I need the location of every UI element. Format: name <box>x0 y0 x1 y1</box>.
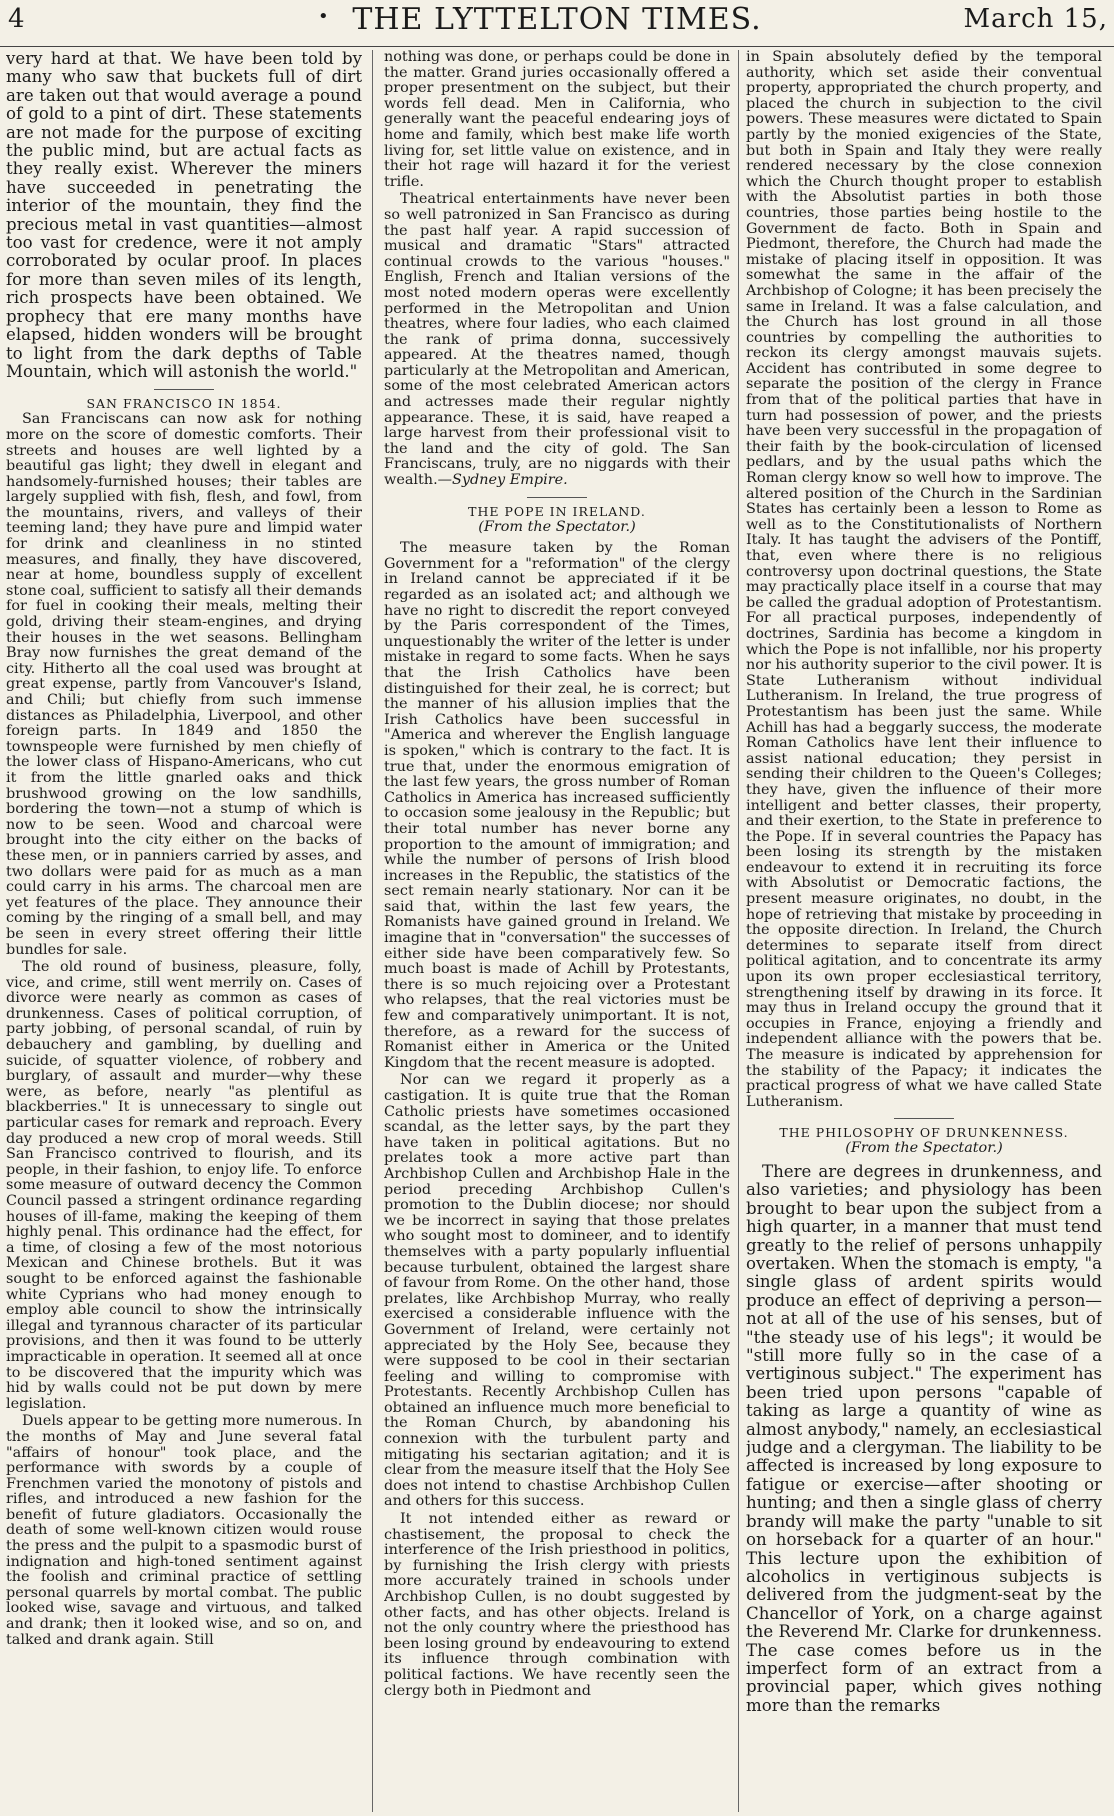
column-3 <box>746 50 1102 1812</box>
article-source: (From the Spectator.) <box>478 518 636 535</box>
newspaper-title: THE LYTTELTON TIMES. <box>352 2 762 37</box>
page-number: 4 <box>8 4 25 34</box>
article-heading-philosophy-of-drunkenness: THE PHILOSOPHY OF DRUNKENNESS. <box>779 1125 1069 1141</box>
article-heading-pope-in-ireland: THE POPE IN IRELAND. <box>468 503 646 519</box>
issue-date: March 15, <box>963 4 1108 34</box>
section-rule <box>527 497 587 498</box>
column-divider <box>738 50 739 1812</box>
article-paragraph: San Franciscans can now ask for nothing more on the score of domestic comforts. Their streets and houses are well lighted by a beautiful gas light; they dwell in elegant and handsomely-furnished houses; their tables are largely supplied with fish, flesh, and fowl, from the mountains, rivers, and valleys of their teeming land; they have pure and limpid water for drink and cleanliness in no stinted measures, and finally, they have discovered, near at home, boundless supply of excellent stone coal, sufficient to satisfy all their demands for fuel in cooking their meals, melting their gold, driving their steam-engines, and drying their houses in the wet seasons. Bellingham Bray now furnishes the great demand of the city. Hitherto all the coal used was brought at great expense, partly from Vancouver's Island, and Chili; but chiefly from such immense distances as Philadelphia, Liverpool, and other foreign parts. In 1849 and 1850 the townspeople were furnished by men chiefly of the lower class of Hispano-Americans, who cut it from the little gnarled oaks and thick brushwood growing on the low sandhills, bordering the town—not a stump of which is now to be seen. Wood and charcoal were brought into the city either on the backs of these men, or in panniers carried by asses, and two dollars were paid for as much as a man could carry in his arms. The charcoal men are yet features of the place. They announce their coming by the ringing of a small bell, and may be seen in every street offering their little bundles for sale. <box>6 411 362 958</box>
theatre-paragraph-text: Theatrical entertainments have never been so well patronized in San Francisco as during the past half year. A rapid succession of musical and dramatic "Stars" attracted continual crowds to the various "houses." English, French and Italian versions of the most noted modern operas were excellently performed in the Metropolitan and Union theatres, where four ladies, who each claimed the rank of prima donna, successively appeared. At the theatres named, though particularly at the Metropolitan and American, some of the most celebrated American actors and actresses made their regular nightly appearance. These, it is said, have reaped a large harvest from their professional visit to the land and the city of gold. The San Franciscans, truly, are no niggards with their wealth. <box>384 191 730 489</box>
article-paragraph: The measure taken by the Roman Government for a "reformation" of the clergy in Ireland cannot be appreciated if it be regarded as an isolated act; and although we have no right to discredit the report conveyed by the Paris correspondent of the Times, unquestionably the writer of the letter is under mistake in regard to some facts. When he says that the Irish Catholics have been distinguished for their zeal, he is correct; but the manner of his allusion implies that the Irish Catholics have been successful in "America and wherever the English language is spoken," which is contrary to the fact. It is true that, under the enormous emigration of the last few years, the gross number of Roman Catholics in America has increased sufficiently to occasion some jealousy in the Republic; but their total number has never borne any proportion to the amount of immigration; and while the number of persons of Irish blood increases in the Republic, the statistics of the sect remain nearly stationary. Nor can it be said that, within the last few years, the Romanists have gained ground in Ireland. We imagine that in "conversation" the successes of either side have been comparatively few. So much boast is made of Achill by Protestants, there is so much rejoicing over a Protestant who relapses, that the real victories must be few and comparatively unimportant. It is not, therefore, as a reward for the success of Romanist either in America or the United Kingdom that the recent measure is adopted. <box>384 540 730 1071</box>
article-paragraph: Nor can we regard it properly as a castigation. It is quite true that the Roman Catholic priests have sometimes occasioned scandal, as the letter says, by the part they have taken in political agitations. But no prelates took a more active part than Archbishop Cullen and Archbishop Hale in the period preceding Archbishop Cullen's promotion to the Dublin diocese; nor should we be incorrect in saying that those prelates who sought most to domineer, and to identify themselves with a party popularly influential because turbulent, obtained the largest share of favour from Rome. On the other hand, those prelates, like Archbishop Murray, who really exercised a considerable influence with the Government of Ireland, were certainly not appreciated by the Holy See, because they were supposed to be cool in their sectarian feeling and willing to compromise with Protestants. Recently Archbishop Cullen has obtained an influence much more beneficial to the Roman Church, by abandoning his connexion with the turbulent party and mitigating his sectarian agitation; and it is clear from the measure itself that the Holy See does not intend to chastise Archbishop Cullen and others for this success. <box>384 1072 730 1510</box>
masthead-ornament: • <box>318 6 329 27</box>
column-2 <box>384 50 730 1812</box>
column-divider <box>372 50 373 1812</box>
article-paragraph: It not intended either as reward or chastisement, the proposal to check the interference of the Irish priesthood in politics, by furnishing the Irish clergy with priests more accurately trained in schools under Archbishop Cullen, is no doubt suggested by other facts, and has other objects. Ireland is not the only country where the priesthood has been losing ground by endeavouring to extend its influence through combination with political factions. We have recently seen the clergy both in Piedmont and <box>384 1511 730 1699</box>
article-signature: —Sydney Empire. <box>437 472 568 489</box>
article-paragraph: Duels appear to be getting more numerous. In the months of May and June several fatal "affairs of honour" took place, and the performance with swords by a couple of Frenchmen varied the monotony of pistols and rifles, and introduced a new fashion for the benefit of future gladiators. Occasionally the death of some well-known citizen would rouse the press and the pulpit to a spasmodic burst of indignation and high-toned sentiment against the foolish and criminal practice of settling personal quarrels by mortal combat. The public looked wise, savage and virtuous, and talked and drank; then it looked wise, and so on, and talked and drank again. Still <box>6 1413 362 1648</box>
section-rule <box>894 1118 954 1119</box>
columns <box>4 50 1110 1812</box>
article-continuation: very hard at that. We have been told by many who saw that buckets full of dirt are taken out that would average a pound of gold to a pint of dirt. These statements are not made for the purpose of exciting the public mind, but are actual facts as they really exist. Wherever the miners have succeeded in penetrating the interior of the mountain, they find the precious metal in vast quantities—almost too vast for credence, were it not amply corroborated by ocular proof. In places for more than seven miles of its length, rich prospects have been obtained. We prophecy that ere many months have elapsed, hidden wonders will be brought to light from the dark depths of Table Mountain, which will astonish the world." <box>6 50 362 381</box>
article-source: (From the Spectator.) <box>845 1140 1003 1157</box>
article-paragraph: There are degrees in drunkenness, and also varieties; and physiology has been brought to bear upon the subject from a high quarter, in a manner that must tend greatly to the relief of persons unhappily overtaken. When the stomach is empty, "a single glass of ardent spirits would produce an effect of depriving a person—not at all of the use of his senses, but of "the steady use of his legs"; it would be "still more fully so in the case of a vertiginous subject." The experiment has been tried upon persons "capable of taking as large a quantity of wine as almost anybody," namely, an ecclesiastical judge and a clergyman. The liability to be affected is increased by long exposure to fatigue or exercise—after shooting or hunting; and then a single glass of cherry brandy will make the party "unable to sit on horseback for a quarter of an hour." This lecture upon the exhibition of alcoholics in vertiginous subjects is delivered from the judgment-seat by the Chancellor of York, on a charge against the Reverend Mr. Clarke for drunkenness. The case comes before us in the imperfect form of an extract from a provincial paper, which gives nothing more than the remarks <box>746 1161 1102 1715</box>
masthead <box>0 0 1114 47</box>
article-paragraph <box>384 192 730 488</box>
section-rule <box>154 389 214 390</box>
article-paragraph: The old round of business, pleasure, folly, vice, and crime, still went merrily on. Cases of divorce were nearly as common as cases of drunkenness. Cases of political corruption, of party jobbing, of personal scandal, of ruin by debauchery and gambling, by duelling and suicide, of squatter violence, of robbery and burglary, of assault and murder—why these were, as before, nearly "as plentiful as blackberries." It is unnecessary to single out particular cases for remark and reproach. Every day produced a new crop of moral weeds. Still San Francisco contrived to flourish, and its people, in their fashion, to enjoy life. To enforce some measure of outward decency the Common Council passed a stringent ordinance regarding houses of ill-fame, making the keeping of them highly penal. This ordinance had the effect, for a time, of closing a few of the most notorious Mexican and Chinese brothels. But it was sought to be enforced against the fashionable white Cyprians who had money enough to employ able council to show the intrinsically illegal and tyrannous character of its particular provisions, and then it was found to be utterly impracticable in operation. It seemed all at once to be discovered that the impurity which was hid by walls could not be put down by mere legislation. <box>6 959 362 1412</box>
article-continuation: nothing was done, or perhaps could be done in the matter. Grand juries occasionally offered a proper presentment on the subject, but their words fell dead. Men in California, who generally want the peaceful endearing joys of home and family, which best make life worth living for, set little value on existence, and in their hot rage will hazard it for the veriest trifle. <box>384 50 730 190</box>
column-1 <box>6 50 362 1812</box>
article-heading-san-francisco: SAN FRANCISCO IN 1854. <box>86 396 282 412</box>
article-continuation: in Spain absolutely defied by the temporal authority, which set aside their conventual property, appropriated the church property, and placed the church in subjection to the civil powers. These measures were dictated to Spain partly by the monied exigencies of the State, but both in Spain and Italy they were really rendered necessary by the close connexion which the Church thought proper to establish with the Absolutist parties in both those countries, those parties being hostile to the Government de facto. Both in Spain and Piedmont, therefore, the Church had made the mistake of placing itself in opposition. It was somewhat the same in the affair of the Archbishop of Cologne; it has been precisely the same in Ireland. It was a false calculation, and the Church has lost ground in all those countries by compelling the authorities to reckon its clergy amongst mauvais sujets. Accident has contributed in some degree to separate the position of the clergy in France from that of the political parties that have in turn had possession of power, and the priests have been very successful in the propagation of their faith by the book-circulation of licensed pedlars, and by the usual paths which the Roman clergy know so well how to improve. The altered position of the Church in the Sardinian States has certainly been a lesson to Rome as well as to the Constitutionalists of Northern Italy. It has taught the advisers of the Pontiff, that, even where there is no religious controversy upon doctrinal questions, the State may practically place itself in a course that may be called the gradual adoption of Protestantism. For all practical purposes, independently of doctrines, Sardinia has become a kingdom in which the Pope is not infallible, nor his property nor his authority superior to the civil power. It is State Lutheranism without individual Lutheranism. In Ireland, the true progress of Protestantism has been just the same. While Achill has had a beggarly success, the moderate Roman Catholics have lent their influence to assist national education; they persist in sending their children to the Queen's Colleges; they have, given the influence of their more intelligent and better classes, their property, and their exertion, to the State in preference to the Pope. If in several countries the Papacy has been losing its strength by the mistaken endeavour to extend it in recruiting its force with Absolutist or Democratic factions, the present measure originates, no doubt, in the hope of retrieving that mistake by proceeding in the opposite direction. In Ireland, the Church determines to separate itself from direct political agitation, and to concentrate its army upon its own proper ecclesiastical territory, strengthening itself by drawing in its force. It may thus in Ireland occupy the ground that it occupies in France, enjoying a friendly and independent alliance with the powers that be. The measure is indicated by apprehension for the stability of the Papacy; it indicates the practical progress of what we have called State Lutheranism. <box>746 50 1102 1110</box>
